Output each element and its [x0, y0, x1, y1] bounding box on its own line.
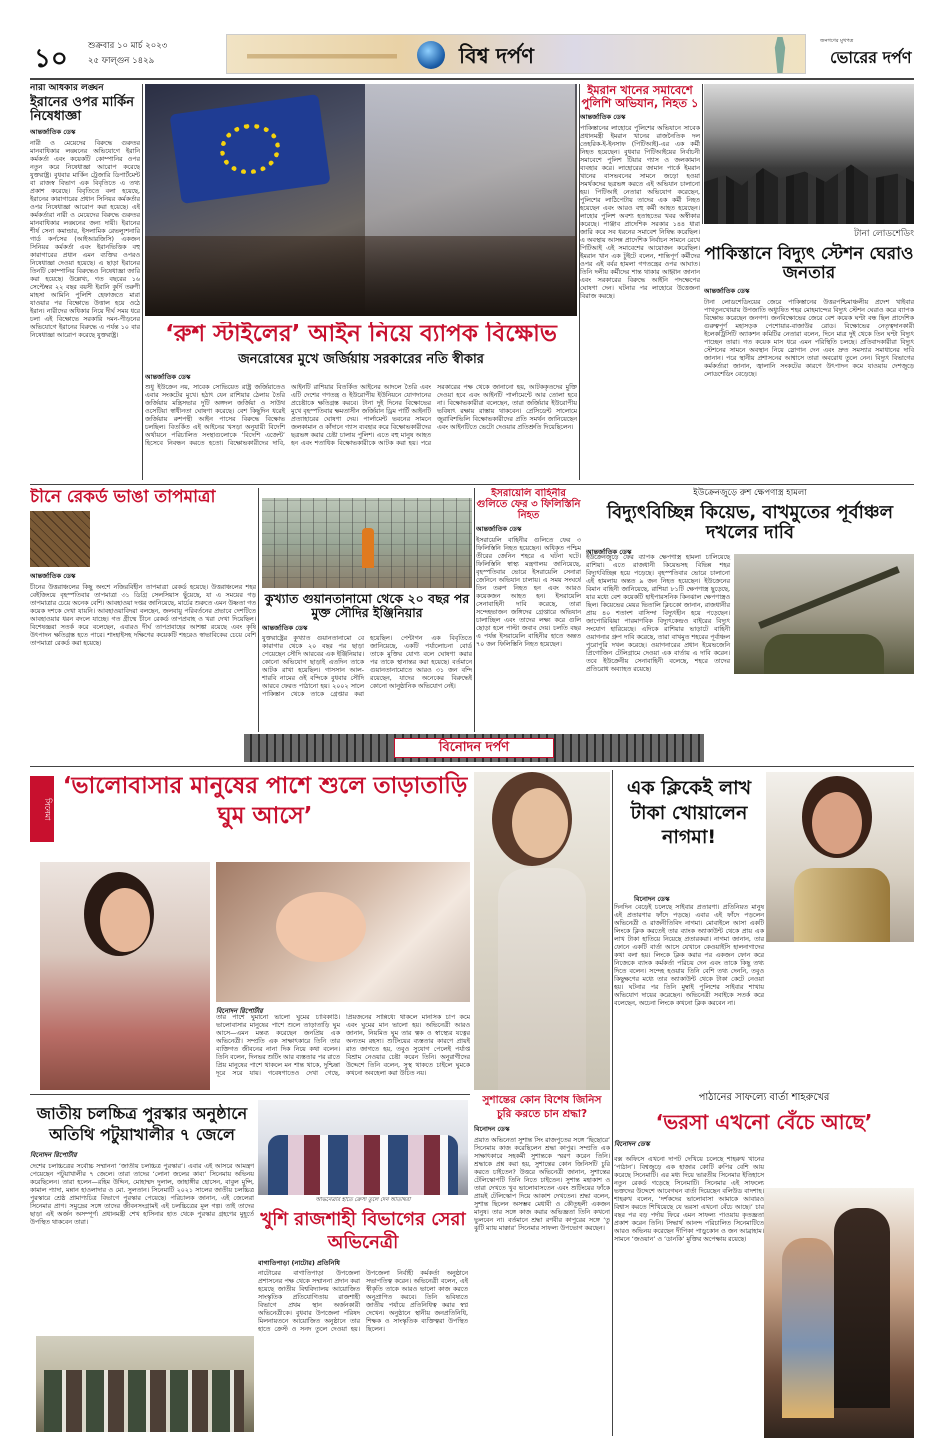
ukraine-desk: আন্তর্জাতিক ডেস্ক [586, 547, 632, 556]
column-rule-5 [474, 488, 475, 732]
shraddha-body: প্রয়াত অভিনেতা সুশান্ত সিং রাজপুতের সঙ্গে ‘ছিছোরে’ সিনেমায় কাজ করেছিলেন শ্রদ্ধা কাপুর। সম্প্রতি এক সাক্ষাৎকারে সহকর্মী সুশান্তকে স্মরণ করেন তিনি। শ্রদ্ধাকে প্রশ্ন করা হয়, সুশান্তের কোন জিনিসটি চুরি করতে চাইতেন? উত্তরে অভিনেত্রী জানান, সুশান্তের টেলিস্কোপটি তিনি নিতে চাইতেন। সুশান্ত মহাকাশ ও তারা দেখতে খুব ভালোবাসতেন এবং শুটিংয়ের ফাঁকে প্রায়ই টেলিস্কোপ দিয়ে আকাশ দেখতেন। শ্রদ্ধা বলেন, সুশান্ত ছিলেন অসম্ভব মেধাবী ও কৌতূহলী একজন মানুষ। তার সঙ্গে কাজ করার অভিজ্ঞতা তিনি কখনো ভুলবেন না। বর্তমানে শ্রদ্ধা রণবীর কাপুরের সঙ্গে ‘তু ঝুটি ম্যায় মাক্কার’ সিনেমার সাফল্য উপভোগ করছেন। [474, 1137, 610, 1233]
nagma-body: দিনদিন বেড়েই চলেছে সাইবার প্রতারণা। প্রতিনিয়ত মানুষ এই প্রতারণার ফাঁদে পড়ছে। এবার এই ফাঁদে পড়লেন অভিনেত্রী ও রাজনীতিবিদ নাগমা। মোবাইলে আসা একটি লিংকে ক্লিক করতেই তার ব্যাংক অ্যাকাউন্ট থেকে প্রায় এক লাখ টাকা হাতিয়ে নিয়েছে প্রতারকরা। নাগমা জানান, তার ফোনে একটি বার্তা আসে যেখানে কেওয়াইসি হালনাগাদের কথা বলা হয়। লিংকে ক্লিক করার পর একজন ফোন করে নিজেকে ব্যাংক কর্মকর্তা পরিচয় দেন এবং তাকে কিছু তথ্য দিতে বলেন। সন্দেহ হওয়ায় তিনি বেশি তথ্য দেননি, তবুও কিছুক্ষণের মধ্যে তার অ্যাকাউন্ট থেকে টাকা কেটে নেওয়া হয়। ঘটনার পর তিনি মুম্বাই পুলিশের সাইবার শাখায় অভিযোগ দায়ের করেছেন। অভিনেত্রী সবাইকে সতর্ক করে বলেছেন, অচেনা লিংকে কখনো ক্লিক করবেন না। [614, 904, 764, 1007]
soldiers [764, 634, 884, 674]
georgia-headline-block [145, 322, 577, 482]
iran-story [30, 84, 140, 479]
power-headline: পাকিস্তানে বিদ্যুৎ স্টেশন ঘেরাও জনতার [704, 244, 914, 283]
rajshahi-desk: বাগাতিপাড়া (নাটোর) প্রতিনিধি [258, 1259, 340, 1267]
nagma-head [812, 792, 862, 854]
iran-headline: ইরানের ওপর মার্কিন নিষেধাজ্ঞা [30, 94, 134, 125]
guantanamo-photo [262, 498, 472, 588]
page-number: ১০ [34, 44, 68, 74]
shraddha-dress [498, 868, 586, 1090]
woman-portrait-photo [40, 862, 210, 1090]
shraddha-headline: সুশান্তের কোন বিশেষ জিনিস চুরি করতে চান শ্রদ্ধা? [482, 1094, 602, 1120]
nagma-body-extra [766, 946, 914, 1076]
pathaan-kicker: পাঠানের সাফল্যে বার্তা শাহরুখের [698, 1092, 830, 1103]
section-title: বিশ্ব দর্পণ [459, 44, 534, 68]
iran-desk: আন্তর্জাতিক ডেস্ক [30, 128, 76, 137]
eu-flag [169, 94, 330, 204]
nagma-photo [766, 772, 914, 942]
paper-tagline: জনগণের মুখপত্র [820, 38, 854, 44]
masthead-banner [226, 34, 806, 74]
israel-headline: ইসরায়েলি বাহিনীর গুলিতে ফের ৩ ফিলিস্তিনি নিহত [476, 488, 581, 521]
imran-story [580, 84, 700, 484]
sleep-desk: বিনোদন রিপোর্টার [216, 1007, 263, 1015]
guantanamo-headline: কুখ্যাত গুয়ানতানামো থেকে ২০ বছর পর মুক্ত সৌদির ইঞ্জিনিয়ার [264, 592, 470, 620]
paper-logo: ভোরের দর্পণ [830, 48, 912, 67]
rajshahi-story [258, 1197, 468, 1437]
china-desk: আন্তর্জাতিক ডেস্ক [30, 571, 76, 580]
award-photo [258, 1100, 468, 1195]
lower-rule [30, 1094, 470, 1095]
crowd [145, 236, 577, 316]
guantanamo-story [262, 592, 472, 732]
column-rule-1 [142, 84, 143, 480]
statue-art [767, 37, 793, 73]
china-body: চীনের উত্তরাঞ্চলের কিছু অংশে নজিরবিহীন তাপমাত্রা রেকর্ড হয়েছে। উত্তরাঞ্চলের শহর বেইজিংয়ে বৃহস্পতিবার তাপমাত্রা ৩১ ডিগ্রি সেলসিয়াস ছুঁয়েছে, যা এ সময়ের গড় তাপমাত্রার চেয়ে অনেক বেশি। আবহাওয়া দপ্তর জানিয়েছে, মার্চের শুরুতে এমন উষ্ণতা গত কয়েক দশকে দেখা যায়নি। আবহাওয়াবিদরা বলছেন, জলবায়ু পরিবর্তনের প্রভাবে দেশটিতে আবহাওয়ার ধরন বদলে যাচ্ছে। গত গ্রীষ্মে চীনে রেকর্ড তাপপ্রবাহ ও খরা দেখা দিয়েছিল। বিশেষজ্ঞরা সতর্ক করে বলেছেন, এবারও দীর্ঘ তাপপ্রবাহের আশঙ্কা রয়েছে এবং কৃষি উৎপাদন ক্ষতিগ্রস্ত হতে পারে। শাংহাইসহ দক্ষিণের কয়েকটি শহরেও স্বাভাবিকের চেয়ে বেশি তাপমাত্রা রেকর্ড করা হয়েছে। [30, 583, 256, 647]
masthead-rule [30, 78, 914, 80]
nagma-desk: বিনোদন ডেস্ক [634, 895, 670, 903]
globe-icon [417, 41, 445, 69]
entertainment-rule [30, 766, 914, 767]
award-photo-caption: অভিনেত্রীর হাতে ক্রেস্ট তুলে দেন অতিথিরা [315, 1197, 411, 1203]
iran-kicker: নারী অধিকার লঙ্ঘন [30, 84, 104, 93]
china-headline: চীনে রেকর্ড ভাঙা তাপমাত্রা [30, 488, 216, 507]
cinema-tag: সিনেমা [30, 776, 54, 842]
nagma-saree [794, 868, 890, 942]
pathaan-desk: বিনোদন ডেস্ক [614, 1140, 650, 1148]
shraddha-photo [474, 772, 610, 1090]
masthead [30, 32, 920, 76]
pathaan-body: বক্স অফিসে এখনো দাপট দেখিয়ে চলেছে শাহরুখ খানের ‘পাঠান’। বিশ্বজুড়ে এক হাজার কোটি রুপির বেশি আয় করেছে সিনেমাটি। এর মধ্য দিয়ে ভারতীয় সিনেমার ইতিহাসে নতুন রেকর্ড গড়েছে সিনেমাটি। সিনেমার এই সাফল্যে ভক্তদের উদ্দেশে আবেগঘন বার্তা দিয়েছেন বলিউড বাদশাহ। শাহরুখ বলেন, ‘দর্শকদের ভালোবাসা আমাকে আবারও বিশ্বাস করতে শিখিয়েছে যে ভরসা এখনো বেঁচে আছে।’ চার বছর পর বড় পর্দায় ফিরে এমন সাফল্য পাওয়ায় কৃতজ্ঞতা প্রকাশ করেন তিনি। সিদ্ধার্থ আনন্দ পরিচালিত সিনেমাটিতে আরও অভিনয় করেছেন দীপিকা পাড়ুকোন ও জন আব্রাহাম। সামনে ‘জওয়ান’ ও ‘ডানকি’ মুক্তির অপেক্ষায় রয়েছে। [614, 1156, 764, 1243]
china-story [30, 488, 256, 728]
sleeping-baby-photo [216, 862, 470, 1002]
pathaan-story [614, 1090, 914, 1440]
date-line-2: ২৫ ফাল্গুন ১৪২৯ [88, 56, 155, 66]
srk-figure [834, 1208, 890, 1408]
cracked-earth-photo [30, 511, 90, 567]
fishermen-group-photo [36, 1336, 254, 1432]
deepika-figure [782, 1238, 834, 1418]
imran-desk: আন্তর্জাতিক ডেস্ক [580, 113, 626, 122]
rajshahi-headline: খুশি রাজশাহী বিভাগের সেরা অভিনেত্রী [260, 1209, 466, 1253]
column-rule-4 [258, 488, 259, 732]
fishermen-story [30, 1104, 254, 1434]
iran-body: নারী ও মেয়েদের বিরুদ্ধে গুরুতর মানবাধিকার লঙ্ঘনের অভিযোগে ইরানি কর্মকর্তা এবং কয়েকটি কোম্পানির ওপর নতুন করে নিষেধাজ্ঞা আরোপ করেছে যুক্তরাষ্ট্র। বুধবার মার্কিন ট্রেজারি ডিপার্টমেন্ট বা রাজস্ব বিভাগ এক বিবৃতিতে এ তথ্য প্রকাশ করেছে। বিবৃতিতে বলা হয়েছে, ইরানের কারাগারের প্রধান সিনিয়র কর্মকর্তার ওপর নিষেধাজ্ঞা আরোপ করা হয়েছে। এই কর্মকর্তারা নারী ও মেয়েদের বিরুদ্ধে গুরুতর মানবাধিকার লঙ্ঘনের জন্য দায়ী। ইরানের শীর্ষ সেনা কমান্ডার, ইসলামিক রেভল্যুশনারি গার্ড কর্পসের (আইআরজিসি) একজন সিনিয়র কর্মকর্তা এবং ইরানভিত্তিক বহু কারাগারের প্রধান এমন ব্যক্তির ওপরও নিষেধাজ্ঞা দেওয়া হয়েছে। এ ছাড়া ইরানের তিনটি কোম্পানির বিরুদ্ধেও নিষেধাজ্ঞা জারি করা হয়েছে। উল্লেখ্য, গত বছরের ১৬ সেপ্টেম্বর ২২ বছর বয়সী ইরানি কুর্দি তরুণী মাহসা আমিনি পুলিশি হেফাজতে মারা যাওয়ার পর বিক্ষোভে উত্তাল হয়ে ওঠে ইরান। নারীদের অধিকার নিয়ে দীর্ঘ সময় ধরে চলা এই বিক্ষোভে সরকারি দমন-পীড়নের অভিযোগে ইরানের বিরুদ্ধে এ পর্যন্ত ১০ বার নিষেধাজ্ঞা আরোপ করেছে যুক্তরাষ্ট্র। [30, 140, 140, 340]
georgia-subhead: জনরোষের মুখে জর্জিয়ায় সরকারের নতি স্বীকার [238, 352, 484, 368]
ukraine-kicker: ইউক্রেনজুড়ে রুশ ক্ষেপণাস্ত্র হামলা [693, 488, 807, 498]
entertainment-banner-title: বিনোদন দর্পণ [394, 738, 554, 758]
guantanamo-desk: আন্তর্জাতিক ডেস্ক [262, 623, 308, 632]
imran-headline: ইমরান খানের সমাবেশে পুলিশি অভিযান, নিহত ১ [581, 84, 699, 110]
nagma-story [614, 772, 914, 1082]
power-desk: আন্তর্জাতিক ডেস্ক [704, 287, 750, 296]
israel-story [476, 488, 581, 732]
sleep-body: তার পাশে ঘুমানো ভালো ঘুমের চাবিকাঠি। ভালোবাসার মানুষের পাশে শুলে তাড়াতাড়ি ঘুম আসে—এমন মন্তব্য করেছেন জনপ্রিয় এক অভিনেত্রী। সম্প্রতি এক সাক্ষাৎকারে তিনি তার ব্যক্তিগত জীবনের নানা দিক নিয়ে কথা বলেন। তিনি বলেন, দিনভর শুটিং আর ব্যস্ততার পর রাতে প্রিয় মানুষের পাশে থাকলে মন শান্ত থাকে, দুশ্চিন্তা দূরে সরে যায়। গবেষণাতেও দেখা গেছে, প্রিয়জনের সান্নিধ্যে থাকলে মানসিক চাপ কমে এবং ঘুমের মান ভালো হয়। অভিনেত্রী আরও জানান, নিয়মিত ঘুম তার ত্বক ও স্বাস্থ্যের যত্নের অন্যতম রহস্য। শুটিংয়ের ব্যস্ততার কারণে প্রায়ই রাত জাগতে হয়, তবুও সুযোগ পেলেই পর্যাপ্ত বিশ্রাম নেওয়ার চেষ্টা করেন তিনি। অনুরাগীদের উদ্দেশে তিনি বলেন, সুস্থ থাকতে চাইলে ঘুমকে কখনো অবহেলা করা উচিত নয়। [216, 1014, 470, 1077]
detainee [362, 528, 374, 568]
georgia-desk: আন্তর্জাতিক ডেস্ক [145, 372, 191, 381]
georgia-body: শুধু ইউক্রেন নয়, সাবেক সোভিয়েত রাষ্ট্র জর্জিয়াতেও এবার সংকটের মুখে। হঠাৎ যেন রাশিয়ার ঠেলায় তৈরি জর্জিয়ায় মন্ত্রিসভার দুটি অঙ্গদল জর্জিয়া ও সাউথ ওসেটিয়া স্বাধীনতা ঘোষণা করেছে। বেশ কিছুদিন ধরেই জর্জিয়ায় রুশপন্থী আইন পাসের বিরুদ্ধে বিক্ষোভ চলছিল। বিতর্কিত এই আইনের খসড়া অনুযায়ী বিদেশি অর্থায়নে পরিচালিত সংস্থাগুলোকে ‘বিদেশি এজেন্ট’ হিসেবে নিবন্ধন করতে হতো। বিক্ষোভকারীদের দাবি, আইনটি রাশিয়ার বিতর্কিত আইনের আদলে তৈরি এবং এটি দেশের গণতন্ত্র ও ইউরোপীয় ইউনিয়নে যোগদানের প্রচেষ্টাকে ক্ষতিগ্রস্ত করবে। টানা দুই দিনের বিক্ষোভের মুখে বৃহস্পতিবার ক্ষমতাসীন জর্জিয়ান ড্রিম পার্টি আইনটি প্রত্যাহারের ঘোষণা দেয়। পার্লামেন্ট ভবনের সামনে জলকামান ও কাঁদানে গ্যাস ব্যবহার করে বিক্ষোভকারীদের ছত্রভঙ্গ করার চেষ্টা চালায় পুলিশ। এতে বহু মানুষ আহত হন এবং শতাধিক বিক্ষোভকারীকে আটক করা হয়। পরে সরকারের পক্ষ থেকে জানানো হয়, আটককৃতদের মুক্তি দেওয়া হবে এবং আইনটি পার্লামেন্টে আর তোলা হবে না। বিক্ষোভকারীরা বলেছেন, তারা জর্জিয়ার ইউরোপীয় ভবিষ্যৎ রক্ষায় রাস্তায় থাকবেন। প্রেসিডেন্ট সালোমে জুরাবিশভিলি বিক্ষোভকারীদের প্রতি সমর্থন জানিয়েছেন এবং আইনটিতে ভেটো দেওয়ার প্রতিশ্রুতি দিয়েছিলেন। [145, 383, 577, 447]
power-body: টানা লোডশেডিংয়ের জেরে পাকিস্তানের উত্তরপশ্চিমাঞ্চলীয় প্রদেশ খাইবার পাখতুনখোয়ায় উপজাতি অধ্যুষিত শহর মোহমান্দের বিদ্যুৎ স্টেশন ঘেরাও করে ব্যাপক বিক্ষোভ করেছেন জনগণ। জনবিক্ষোভের জেরে বেশ কয়েক ঘণ্টা বন্ধ ছিল প্রাদেশিক গুরুত্বপূর্ণ মহাসড়ক পেশোয়ার-বাজাউর রোড। বিক্ষোভের নেতৃত্বদানকারী ইলেকট্রিসিটি অ্যাকশন কমিটির নেতারা বলেন, দিনে মাত্র দুই থেকে তিন ঘণ্টা বিদ্যুৎ পাচ্ছেন তারা। গত কয়েক মাস ধরে এমন পরিস্থিতি চলছে। প্রতিবাদকারীরা বিদ্যুৎ স্টেশনের সামনে অবস্থান নিয়ে স্লোগান দেন এবং দ্রুত সমস্যার সমাধানের দাবি জানান। পরে স্থানীয় প্রশাসনের আশ্বাসে তারা অবরোধ তুলে নেন। বিদ্যুৎ বিভাগের কর্মকর্তারা জানান, জ্বালানি সংকটের কারণে উৎপাদন কমে যাওয়ায় দেশজুড়ে লোডশেডিং বেড়েছে। [704, 299, 914, 379]
georgia-protest-photo [145, 84, 577, 316]
landmarks-art [247, 43, 397, 71]
group-people [44, 1370, 244, 1432]
column-rule-3 [702, 84, 703, 224]
rajshahi-body: নাটোরের বাগাতিপাড়া উপজেলা প্রশাসনের পক্ষ থেকে সম্মাননা প্রদান করা হয়েছে জাতীয় বিশ্ববিদ্যালয় আয়োজিত সাংস্কৃতিক প্রতিযোগিতায় রাজশাহী বিভাগে প্রথম স্থান অর্জনকারী অভিনেত্রীকে। বুধবার উপজেলা পরিষদ মিলনায়তনে আয়োজিত অনুষ্ঠানে তার হাতে ক্রেস্ট ও সনদ তুলে দেওয়া হয়। উপজেলা নির্বাহী কর্মকর্তা অনুষ্ঠানে সভাপতিত্ব করেন। অভিনেত্রী বলেন, এই স্বীকৃতি তাকে আরও ভালো কাজ করতে অনুপ্রাণিত করবে। তিনি ভবিষ্যতে জাতীয় পর্যায়ে প্রতিনিধিত্ব করার স্বপ্ন দেখেন। অনুষ্ঠানে স্থানীয় জনপ্রতিনিধি, শিক্ষক ও সাংস্কৃতিক ব্যক্তিত্বরা উপস্থিত ছিলেন। [258, 1270, 468, 1333]
baby-face [276, 892, 366, 962]
pathaan-poster-photo [764, 1188, 914, 1438]
karachi-dark-city-photo [704, 84, 914, 224]
column-rule-2 [579, 84, 580, 480]
date-line-1: শুক্রবার ১০ মার্চ ২০২৩ [88, 41, 168, 51]
gun-barrel [758, 566, 900, 629]
skyline [704, 154, 914, 224]
column-rule-6 [612, 770, 613, 1436]
shraddha-story [474, 1094, 610, 1434]
shraddha-head [512, 788, 568, 858]
ukraine-body: ইউক্রেনজুড়ে ফের ব্যাপক ক্ষেপণাস্ত্র হামলা চালিয়েছে রাশিয়া। এতে রাজধানী কিয়েভসহ বিভিন্ন শহর বিদ্যুৎবিচ্ছিন্ন হয়ে পড়েছে। বৃহস্পতিবার ভোরে চালানো এই হামলায় অন্তত ৯ জন নিহত হয়েছেন। ইউক্রেনের বিমান বাহিনী জানিয়েছে, রাশিয়া ৮১টি ক্ষেপণাস্ত্র ছুড়েছে, যার মধ্যে বেশ কয়েকটি হাইপারসনিক কিনঝাল ক্ষেপণাস্ত্রও ছিল। কিয়েভের মেয়র ভিতালি ক্লিচকো জানান, রাজধানীর প্রায় ৪০ শতাংশ বাসিন্দা বিদ্যুৎহীন হয়ে পড়েছেন। জাপোরিঝিয়া পারমাণবিক বিদ্যুৎকেন্দ্রও বাইরের বিদ্যুৎ সংযোগ হারিয়েছে। এদিকে রাশিয়ার ভাড়াটে বাহিনী ওয়াগনার গ্রুপ দাবি করেছে, তারা বাখমুত শহরের পূর্বাঞ্চল পুরোপুরি দখল করেছে। ওয়াগনারের প্রধান ইয়েভজেনি প্রিগোজিন টেলিগ্রামে দেওয়া এক বার্তায় এ দাবি করেন। তবে ইউক্রেনীয় সেনাবাহিনী বলেছে, শহরে তাদের প্রতিরোধ অব্যাহত রয়েছে। [586, 554, 730, 673]
fishermen-headline: জাতীয় চলচ্চিত্র পুরস্কার অনুষ্ঠানে অতিথি পটুয়াখালীর ৭ জেলে [36, 1104, 248, 1144]
power-photo-caption: টানা লোডশেডিং [854, 229, 914, 239]
fishermen-desk: বিনোদন রিপোর্টার [30, 1150, 77, 1159]
portrait-head [100, 888, 150, 952]
guantanamo-body: যুক্তরাষ্ট্রের কুখ্যাত গুয়ানতানামো বে কারাগার থেকে ২০ বছর পর ছাড়া পেয়েছেন সৌদি আরবের এক ইঞ্জিনিয়ার। কোনো অভিযোগ ছাড়াই এতদিন তাকে আটক রাখা হয়েছিল। গাসসান আল-শারবি নামের ওই বন্দিকে বুধবার সৌদি আরবে ফেরত পাঠানো হয়। ২০০২ সালে পাকিস্তান থেকে তাকে গ্রেপ্তার করা হয়েছিল। পেন্টাগন এক বিবৃতিতে জানিয়েছে, একটি পর্যালোচনা বোর্ড তাকে মুক্তির যোগ্য বলে ঘোষণা করার পর তাকে স্থানান্তর করা হয়েছে। বর্তমানে গুয়ানতানামোতে আরও ৩১ জন বন্দি রয়েছেন, যাদের অনেকের বিরুদ্ধেই কোনো আনুষ্ঠানিক অভিযোগ নেই। [262, 634, 472, 698]
ukraine-headline: বিদ্যুৎবিচ্ছিন্ন কিয়েভ, বাখমুতের পূর্বাঞ্চল দখলের দাবি [606, 502, 894, 543]
entertainment-banner [244, 734, 704, 762]
eu-stars [217, 120, 283, 178]
sleep-headline: ‘ভালোবাসার মানুষের পাশে শুলে তাড়াতাড়ি ঘুম আসে’ [62, 773, 468, 829]
nagma-headline: এক ক্লিকেই লাখ টাকা খোয়ালেন নাগমা! [626, 777, 752, 849]
shraddha-desk: বিনোদন ডেস্ক [474, 1125, 510, 1134]
award-people [268, 1135, 458, 1195]
artillery-photo [734, 554, 914, 674]
georgia-headline: ‘রুশ স্টাইলের’ আইন নিয়ে ব্যাপক বিক্ষোভ [165, 322, 557, 347]
israel-desk: আন্তর্জাতিক ডেস্ক [476, 525, 522, 533]
fishermen-body: দেশের চলচ্চিত্রের সর্বোচ্চ সম্মাননা ‘জাতীয় চলচ্চিত্র পুরস্কার’। এবার এই আসরে আমন্ত্রণ পেয়েছেন পটুয়াখালীর ৭ জেলে। তারা তাদের ‘লোনা জলের কাব্য’ সিনেমায় অভিনয় করেছিলেন। তারা হলেন—রহিম উদ্দিন, মোহাম্মদ দুলাল, জাহাঙ্গীর হোসেন, বাবুল মুন্সি, কামাল প্যাদা, মন্নান হাওলাদার ও মো. সুলতান। সিনেমাটি ২০২১ সালের জাতীয় চলচ্চিত্র পুরস্কারে শ্রেষ্ঠ প্রামাণ্যচিত্র বিভাগে পুরস্কার পেয়েছে। পরিচালক জানান, এই জেলেরা সিনেমার প্রাণ। সমুদ্রের সঙ্গে তাদের জীবনসংগ্রামই এই চলচ্চিত্রের মূল গল্প। তাই তাদের ছাড়া এই অর্জন অসম্পূর্ণ। প্রধানমন্ত্রী শেখ হাসিনার হাত থেকে পুরস্কার গ্রহণের মুহূর্তে উপস্থিত থাকবেন তারা। [30, 1162, 254, 1226]
ukraine-story [586, 446, 914, 734]
pathaan-headline: ‘ভরসা এখনো বেঁচে আছে’ [655, 1110, 873, 1134]
imran-body: পাকিস্তানের লাহোরে পুলিশের অভিযানে সাবেক প্রধানমন্ত্রী ইমরান খানের রাজনৈতিক দল তেহরিক-ই-ইনসাফ (পিটিআই)-এর এক কর্মী নিহত হয়েছেন। বুধবার পিটিআইয়ের নির্বাচনী সমাবেশে পুলিশ টিয়ার গ্যাস ও জলকামান ব্যবহার করে। লাহোরের জামান পার্কে ইমরান খানের বাসভবনের সামনে জড়ো হওয়া সমর্থকদের ছত্রভঙ্গ করতে এই অভিযান চালানো হয়। পিটিআই নেতারা অভিযোগ করেছেন, পুলিশের লাঠিপেটায় তাদের এক কর্মী নিহত হয়েছেন এবং আরও বহু কর্মী আহত হয়েছেন। লাহোর পুলিশ অবশ্য হতাহতের খবর অস্বীকার করেছে। পাঞ্জাব প্রাদেশিক সরকার ১৪৪ ধারা জারি করে সব ধরনের সমাবেশ নিষিদ্ধ করেছিল। এ অবস্থায় আসন্ন প্রাদেশিক নির্বাচন সামনে রেখে পিটিআই এই সমাবেশের আয়োজন করেছিল। ইমরান খান এক টুইটে বলেন, শান্তিপূর্ণ কর্মীদের ওপর এই বর্বর হামলা গণতন্ত্রের ওপর আঘাত। তিনি দলীয় কর্মীদের শান্ত থাকার আহ্বান জানান এবং সরকারের বিরুদ্ধে আইনি পদক্ষেপের ঘোষণা দেন। ঘটনার পর লাহোরে উত্তেজনা বিরাজ করছে। [580, 125, 700, 301]
israel-body: ইসরায়েলি বাহিনীর গুলিতে ফের ৩ ফিলিস্তিনি নিহত হয়েছেন। অধিকৃত পশ্চিম তীরের জেনিন শহরে এ ঘটনা ঘটে। ফিলিস্তিনি স্বাস্থ্য মন্ত্রণালয় জানিয়েছে, বৃহস্পতিবার ভোরে ইসরায়েলি সেনারা জেনিনে অভিযান চালায়। এ সময় সংঘর্ষে তিন তরুণ নিহত হন এবং আরও কয়েকজন আহত হন। ইসরায়েলি সেনাবাহিনী দাবি করেছে, তারা সন্দেহভাজন জঙ্গিদের গ্রেপ্তারে অভিযান চালাচ্ছিল এবং তাদের লক্ষ্য করে গুলি ছোড়া হলে পাল্টা জবাব দেয়। চলতি বছর এ পর্যন্ত ইসরায়েলি বাহিনীর হাতে অন্তত ৭০ জন ফিলিস্তিনি নিহত হয়েছেন। [476, 537, 581, 648]
